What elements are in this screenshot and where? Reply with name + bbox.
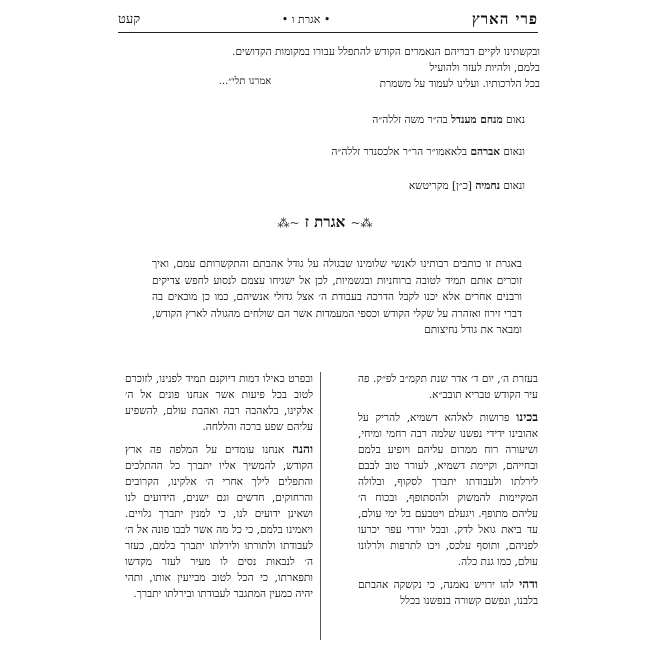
signature-prefix: ונאום <box>503 146 525 158</box>
signature-line <box>409 180 525 192</box>
column-paragraph: ובפרט כאילו דמות דיוקנם תמיד לפנינו, לזוכרם לטוב בכל פיעות אשר אנחנו פונים אל ה׳ אלקינו, בלאהבה רבה ואהבת עולם, להשפיע עליהם שפע ברכה והללחה. <box>125 373 313 433</box>
signature-suffix: [כ״ן] מקריטשא <box>408 180 472 192</box>
intro-signoff: אמרנו תלי״... <box>218 76 272 87</box>
signature-name: נחמיה <box>475 180 500 192</box>
intro-line: ובקשתינו לקיים דבריהם הנאמרים הקודש להתפלל עבורו במקומות הקדושים. <box>232 46 540 58</box>
lead-word: והנה <box>292 442 314 456</box>
signature-prefix: ונאום <box>503 180 525 192</box>
running-title: פרי הארץ <box>471 9 538 28</box>
signature-line <box>372 114 525 126</box>
date-line: בעזרת ה׳, יום ד׳ אדר שנת תקמ״ב לפ״ק. פה עיר הקודש טבריא תובב״א. <box>358 373 538 401</box>
page-number: קעט <box>118 12 141 27</box>
intro-line: בלמם, ולהיות לעזר ולהועיל <box>429 62 540 74</box>
intro-line: בכל הלרכותיו. ועלינו לעמוד על משמרת <box>379 78 540 90</box>
signature-name: אברהם <box>470 146 500 158</box>
signature-prefix: נאום <box>506 114 525 126</box>
ornament-right: ⁂~ <box>350 216 373 230</box>
lead-word: ודהי <box>519 577 538 591</box>
page-header <box>118 6 538 33</box>
column-paragraph <box>125 441 313 602</box>
signature-suffix: בלאאמו״ר הר״ר אלכסנדר זללה״ה <box>331 146 468 158</box>
letter-summary <box>152 256 522 339</box>
right-column <box>358 371 538 615</box>
signature-line <box>331 146 525 158</box>
lead-word: בכינו <box>516 410 539 424</box>
left-column <box>125 371 313 608</box>
column-divider <box>320 372 321 640</box>
paragraph-text: פרושות לאלהא דשמיא, להריק על אהובינו ידידי נפשנו שלמה רבה רחמי ומיחי, ושיעורה רוח ממרום עליהם ויופיע בלמם ובחייהם, וקיימת דשמיא, לעורר טוב לבבם לירלתו ולעבודתו יתברך לסקוף, ובלולה המקיימות להמשוק ולהסתופף, ובכוח ה׳ עליהם מתופף. ויגעלם ויטבעם בל ימי עולם, עד ביאת גואל לדק. ובכל יורדי עפר יכרעו לפניהם, ותוסף עלכס, ויכו לתרפות ולרלונו עולם, כמו גנת כלה. <box>358 412 538 568</box>
column-paragraph <box>358 576 538 609</box>
paragraph-text: אנחנו עומדים על המלפה פה ארץ הקודש, להמשיך אליו יתברך כל ההתלכים והתפלים לילך אחרי ה׳ אלקינו, הקרובים והרחוקים, חדשים וגם ישנים, הידועים לנו ושאינן ידועים לנו, כי למנין יתברך גלויים. ויאמינו בלמם, כי כל מה אשר לבבו פונה אל ה׳ לעבודתו ולתורתו ולירלתו יתברך בלמם, כעזר ה׳ לנבאות נסים לו מעיר לעזר מקדשו ותפארתו, כי הכל לטוב מבייעין אותו, ותהי יהיה כמעין המתגבר לעבודתו ובירלתו יתברך. <box>125 444 313 600</box>
column-paragraph <box>358 409 538 570</box>
letter-title-text: אגרת ז <box>304 213 346 231</box>
summary-paragraph: באגרת זו כותבים רבותינו לאנשי שלומינו שבגולה על גודל אהבתם והתקשרותם עמם, ואיך זוכרים אותם תמיד לטובה ברוחניות ובגשמיות, לכן אל ישגיחו עצמם לנסוע לחפש צדיקים ורבנים אחרים אלא יכנו לקבל הדרכה בעבודת ה׳ אצל גדולי אנשיהם, כמו כן מובאים בה דברי זירוז ואזהרה על שקלי הקודש וכספי המעמדות אשר הם שולחים מהגולה לארץ הקודש, ומבאר את גודל נחיצותם <box>152 258 522 336</box>
letter-heading <box>0 213 650 232</box>
signature-name: מנחם מענדל <box>451 114 503 126</box>
paragraph-text: להו ירויש נאמנה, כי נקשקה אהבתם בלבנו, ונפשם קשורה בנפשנו בכלל <box>358 579 538 607</box>
signature-suffix: בה״ר משה זללה״ה <box>372 114 448 126</box>
ornament-left: ~⁂ <box>277 216 300 230</box>
section-label: • אגרת ו • <box>281 12 331 26</box>
